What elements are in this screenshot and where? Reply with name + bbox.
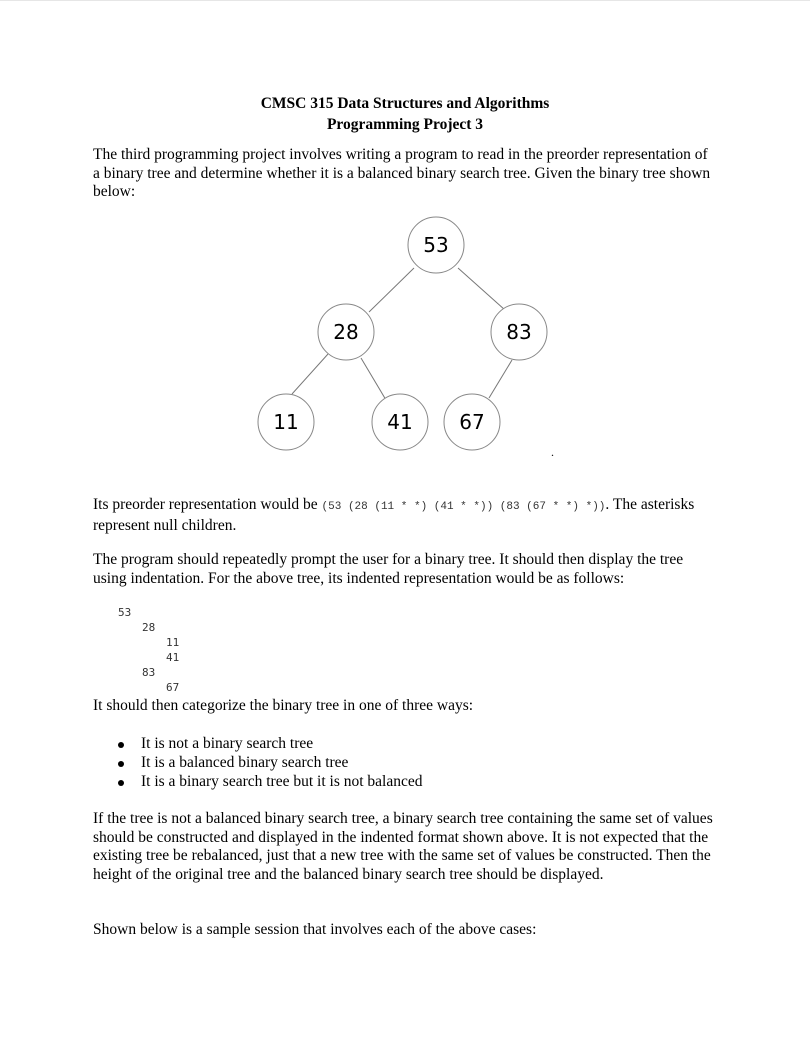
indented-line-41: 41 [166,651,180,664]
tree-edge-53-83 [458,268,505,310]
tree-node-label: 53 [423,233,449,257]
bullet-dot [118,742,124,748]
project-title: Programming Project 3 [326,116,484,133]
tree-node-53 [408,217,464,273]
tree-node-11 [258,394,314,450]
tree-edge-83-67 [489,360,512,398]
tree-node-67 [444,394,500,450]
preorder-paragraph [93,496,718,535]
trailing-period: . [551,445,554,459]
tree-edge-53-28 [369,268,414,312]
categorize-paragraph: It should then categorize the binary tree in one of three ways: [93,697,474,714]
preorder-text-after: . The asterisks represent null children. [93,496,695,534]
tree-edge-28-11 [292,354,328,394]
binary-tree-diagram [0,0,810,470]
tree-edge-28-41 [361,358,386,400]
rebalance-paragraph: If the tree is not a balanced binary search tree, a binary search tree containing the same set of values should be constructed and displayed in the indented format shown above. It is not expected that the existing tree be rebalanced, just that a new tree with the same set of values be constructed. Then the height of the original tree and the balanced binary search tree should be displayed. [93,810,713,883]
bullet-dot [118,761,124,767]
intro-paragraph: The third programming project involves writing a program to read in the preorder representation of a binary tree and determine whether it is a balanced binary search tree. Given the binary tree shown below: [93,146,711,200]
tree-node-label: 83 [506,320,532,344]
bullet-text: It is a balanced binary search tree [141,754,349,771]
preorder-text-before: Its preorder representation would be [93,496,322,513]
tree-node-label: 28 [333,320,359,344]
bullet-text: It is a binary search tree but it is not balanced [141,773,423,790]
indented-line-11: 11 [166,636,180,649]
indented-line-28: 28 [142,621,156,634]
course-title: CMSC 315 Data Structures and Algorithms [260,95,550,112]
tree-node-41 [372,394,428,450]
tree-node-label: 41 [387,410,413,434]
tree-node-label: 11 [273,410,299,434]
bullet-dot [118,780,124,786]
tree-node-28 [318,304,374,360]
preorder-code: (53 (28 (11 * *) (41 * *)) (83 (67 * *) *)) [321,501,606,513]
indented-line-83: 83 [142,666,156,679]
indented-line-53: 53 [118,606,132,619]
bullet-text: It is not a binary search tree [141,735,314,752]
tree-node-83 [491,304,547,360]
prompt-paragraph: The program should repeatedly prompt the user for a binary tree. It should then display the tree using indentation. For the above tree, its indented representation would be as follows: [93,551,684,587]
tree-node-label: 67 [459,410,485,434]
sample-session-paragraph: Shown below is a sample session that involves each of the above cases: [93,921,537,938]
indented-line-67: 67 [166,681,180,694]
